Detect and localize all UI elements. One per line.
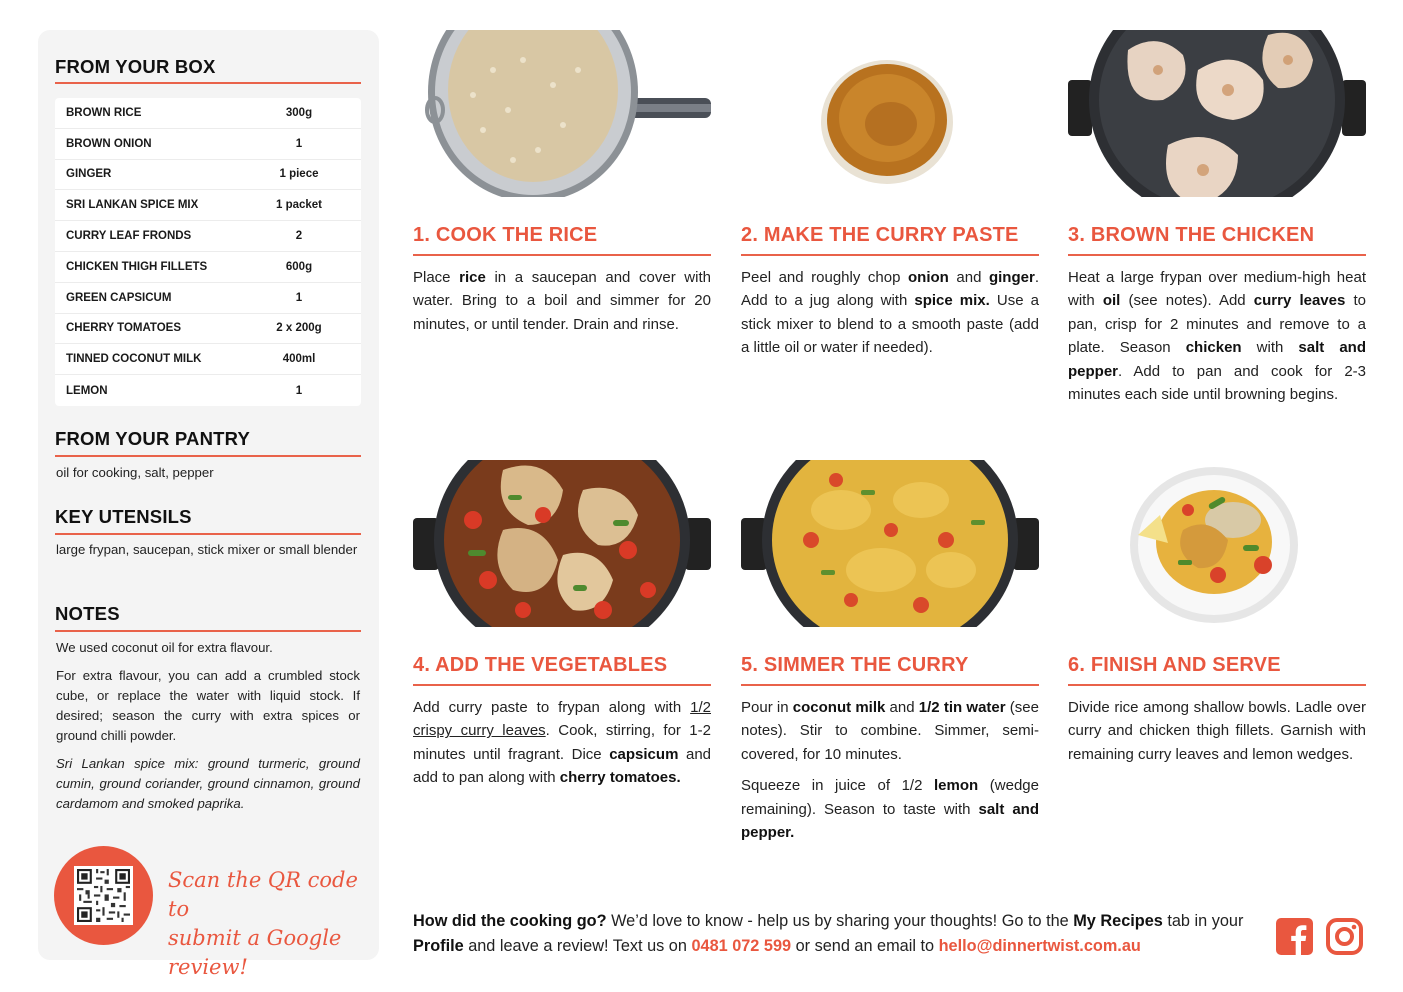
- text-run: with: [1241, 339, 1299, 357]
- finished-curry-plate-image: [1068, 460, 1366, 627]
- ingredient-row: [55, 98, 361, 129]
- step-divider: [413, 254, 711, 256]
- step-divider: [741, 254, 1039, 256]
- text-run: tab in your: [1162, 912, 1244, 930]
- instagram-icon[interactable]: [1326, 918, 1363, 955]
- ingredient-highlight: coconut milk: [792, 699, 886, 716]
- footer-question: How did the cooking go?: [413, 912, 607, 930]
- note-paragraph: Sri Lankan spice mix: ground turmeric, ground cumin, ground coriander, ground cinnamon, ground cardamom and smoked paprika.: [56, 756, 360, 811]
- ingredient-highlight: curry leaves: [1253, 292, 1346, 310]
- ingredient-row: [55, 283, 361, 314]
- text-run: and add to pan along with: [413, 745, 712, 787]
- ingredient-row: [55, 221, 361, 252]
- pantry-text: oil for cooking, salt, pepper: [56, 465, 214, 480]
- text-run: (see notes). Stir to combine. Simmer, semi-covered, for 10 minutes.: [741, 699, 1039, 763]
- rice-saucepan-image: [413, 30, 711, 197]
- step-1-text: [413, 266, 711, 344]
- ingredient-qty: 1: [295, 137, 303, 150]
- ingredient-qty: 300g: [285, 106, 313, 119]
- ingredient-qty: 1 piece: [279, 168, 319, 181]
- text-run: (see notes). Add: [1120, 292, 1254, 310]
- phone-link[interactable]: 0481 072 599: [691, 937, 792, 955]
- ingredient-highlight: spice mix.: [914, 292, 990, 310]
- notes-text: [56, 638, 360, 822]
- ingredient-name: CHERRY TOMATOES: [66, 322, 182, 335]
- section-divider: [55, 630, 361, 632]
- step-4-text: [413, 696, 711, 798]
- ingredient-highlight: salt and pepper.: [741, 800, 1039, 842]
- step-paragraph: [413, 266, 711, 336]
- ingredient-name: TINNED COCONUT MILK: [66, 353, 202, 366]
- step-divider: [1068, 254, 1366, 256]
- review-footer: [413, 909, 1263, 959]
- text-run: Pour in: [741, 699, 793, 716]
- step-paragraph: [741, 266, 1039, 360]
- email-link[interactable]: hello@dinnertwist.com.au: [938, 937, 1141, 955]
- text-run: and: [885, 699, 919, 716]
- ingredient-row: [55, 314, 361, 345]
- text-run: Use a stick mixer to blend to a smooth paste (add a little oil or water if needed).: [741, 292, 1039, 357]
- step-divider: [413, 684, 711, 686]
- step-3-title: 3. BROWN THE CHICKEN: [1068, 224, 1315, 246]
- qr-code[interactable]: [74, 866, 133, 925]
- ingredient-name: BROWN ONION: [66, 137, 152, 150]
- step-divider: [1068, 684, 1366, 686]
- text-run: Squeeze in juice of 1/2: [741, 777, 935, 795]
- ingredient-highlight: chicken: [1185, 339, 1242, 357]
- ingredient-qty: 1 packet: [275, 199, 323, 212]
- sidebar-panel: [38, 30, 379, 979]
- underlined-ingredient: 1/2 crispy curry leaves: [413, 699, 711, 740]
- qr-code-icon: [77, 869, 130, 922]
- text-run: We’d love to know - help us by sharing your thoughts! Go to the: [606, 912, 1074, 930]
- text-run: and leave a review! Text us on: [463, 937, 692, 955]
- note-paragraph: For extra flavour, you can add a crumbled stock cube, or replace the water with liquid stock. If desired; season the curry with extra spices or ground chilli powder.: [56, 668, 360, 743]
- step-paragraph: [741, 696, 1039, 766]
- section-divider: [55, 82, 361, 84]
- ingredient-qty: 600g: [285, 260, 313, 273]
- ingredient-qty: 2 x 200g: [276, 322, 322, 335]
- step-paragraph: [1068, 266, 1366, 406]
- step-6-text: [1068, 696, 1366, 774]
- text-run: Heat a large frypan over medium-high heat with: [1068, 269, 1366, 310]
- text-run: and: [948, 269, 989, 286]
- ingredient-row: [55, 252, 361, 283]
- ingredient-highlight: cherry tomatoes.: [559, 769, 681, 787]
- profile-label: Profile: [413, 937, 464, 955]
- from-your-box-title: FROM YOUR BOX: [55, 56, 216, 77]
- text-run: Peel and roughly chop: [741, 269, 908, 286]
- ingredient-row: [55, 160, 361, 191]
- ingredient-row: [55, 190, 361, 221]
- text-run: Add curry paste to frypan along with: [413, 699, 691, 716]
- ingredient-name: BROWN RICE: [66, 106, 142, 119]
- ingredient-highlight: rice: [459, 269, 486, 286]
- ingredient-row: [55, 129, 361, 160]
- text-run: . Add to a jug along with: [741, 269, 1039, 310]
- text-run: to pan, crisp for 2 minutes and remove to a plate. Season: [1068, 292, 1366, 357]
- note-paragraph: We used coconut oil for extra flavour.: [56, 640, 273, 655]
- ingredient-name: GINGER: [66, 168, 112, 181]
- vegetables-pan-image: [413, 460, 711, 627]
- ingredient-row: [55, 344, 361, 375]
- ingredient-name: SRI LANKAN SPICE MIX: [66, 199, 199, 212]
- curry-paste-bowl-image: [741, 30, 1039, 197]
- ingredient-row: [55, 375, 361, 406]
- ingredient-highlight: onion: [908, 269, 949, 286]
- ingredient-highlight: salt and pepper: [1068, 339, 1367, 380]
- step-4-title: 4. ADD THE VEGETABLES: [413, 654, 668, 676]
- facebook-icon[interactable]: [1276, 918, 1313, 955]
- step-6-title: 6. FINISH AND SERVE: [1068, 654, 1281, 676]
- ingredient-highlight: lemon: [934, 777, 979, 795]
- ingredient-name: LEMON: [66, 384, 108, 397]
- key-utensils-title: KEY UTENSILS: [55, 506, 192, 527]
- notes-title: NOTES: [55, 603, 120, 624]
- utensils-text: large frypan, saucepan, stick mixer or small blender: [56, 542, 358, 557]
- from-your-pantry-title: FROM YOUR PANTRY: [55, 428, 251, 449]
- step-paragraph: Divide rice among shallow bowls. Ladle over curry and chicken thigh fillets. Garnish with remaining curry leaves and lemon wedges.: [1068, 699, 1366, 763]
- text-run: in a saucepan and cover with water. Bring to a boil and simmer for 20 minutes, or until tender. Drain and rinse.: [413, 269, 711, 333]
- ingredient-qty: 1: [295, 384, 303, 397]
- qr-caption-line: submit a Google review!: [168, 926, 342, 979]
- browning-chicken-pan-image: [1068, 30, 1366, 197]
- ingredient-name: CHICKEN THIGH FILLETS: [66, 260, 208, 273]
- text-run: or send an email to: [791, 937, 939, 955]
- text-run: . Add to pan and cook for 2-3 minutes each side until browning begins.: [1068, 362, 1366, 404]
- ingredient-name: GREEN CAPSICUM: [66, 291, 172, 304]
- step-3-text: [1068, 266, 1366, 414]
- step-1-title: 1. COOK THE RICE: [413, 224, 598, 246]
- section-divider: [55, 455, 361, 457]
- step-2-text: [741, 266, 1039, 368]
- step-5-title: 5. SIMMER THE CURRY: [741, 654, 969, 676]
- ingredient-highlight: capsicum: [609, 745, 679, 763]
- ingredient-highlight: 1/2 tin water: [918, 699, 1006, 716]
- step-5-text: [741, 696, 1039, 852]
- ingredient-qty: 1: [295, 291, 303, 304]
- qr-badge[interactable]: [54, 846, 153, 945]
- ingredient-qty: 2: [295, 230, 303, 243]
- step-paragraph: [413, 696, 711, 790]
- text-run: . Cook, stirring, for 1-2 minutes until fragrant. Dice: [413, 722, 711, 763]
- simmering-curry-pan-image: [741, 460, 1039, 627]
- text-run: (wedge remaining). Season to taste with: [741, 777, 1039, 818]
- ingredient-highlight: oil: [1102, 292, 1121, 310]
- text-run: Place: [413, 269, 460, 286]
- step-divider: [741, 684, 1039, 686]
- ingredient-name: CURRY LEAF FRONDS: [66, 230, 192, 243]
- section-divider: [55, 533, 361, 535]
- qr-caption: [168, 866, 368, 982]
- step-2-title: 2. MAKE THE CURRY PASTE: [741, 224, 1019, 246]
- ingredient-qty: 400ml: [282, 353, 316, 366]
- step-paragraph: [741, 774, 1039, 844]
- ingredients-table: [55, 98, 361, 406]
- qr-caption-line: Scan the QR code to: [168, 868, 358, 921]
- my-recipes-label: My Recipes: [1073, 912, 1163, 930]
- ingredient-highlight: ginger: [988, 269, 1035, 286]
